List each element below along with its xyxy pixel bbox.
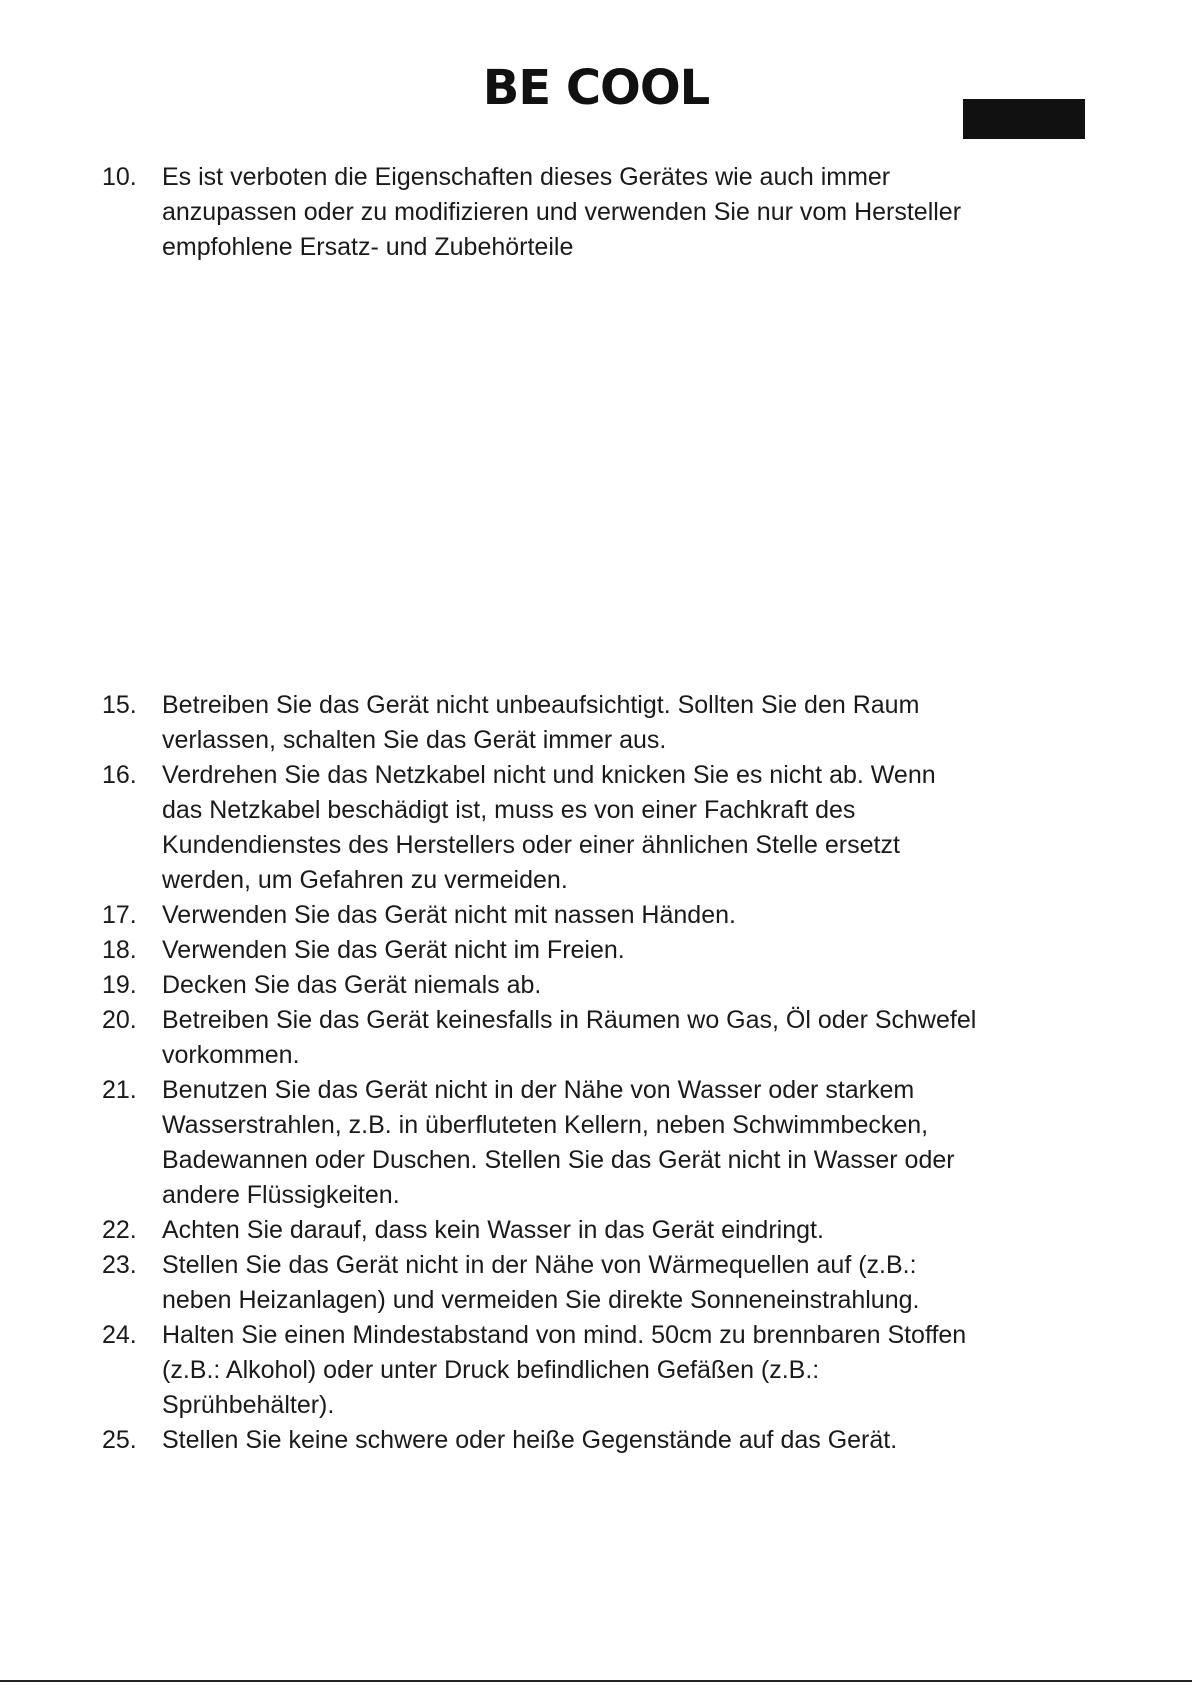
item-text-line: Betreiben Sie das Gerät keinesfalls in Räumen wo Gas, Öl oder Schwefel bbox=[162, 1006, 977, 1034]
item-text-line: vorkommen. bbox=[162, 1041, 300, 1069]
redaction-box bbox=[963, 99, 1085, 139]
item-number: 17. bbox=[102, 901, 137, 929]
item-text-line: Badewannen oder Duschen. Stellen Sie das Gerät nicht in Wasser oder bbox=[162, 1146, 955, 1174]
item-text-line: Kundendienstes des Herstellers oder einer ähnlichen Stelle ersetzt bbox=[162, 831, 900, 859]
list-item bbox=[102, 758, 1092, 898]
brand-logo: BE COOL bbox=[482, 60, 710, 116]
item-text-line: das Netzkabel beschädigt ist, muss es von einer Fachkraft des bbox=[162, 796, 856, 824]
list-item bbox=[102, 1213, 1092, 1248]
list-item bbox=[102, 1423, 1092, 1458]
item-number: 22. bbox=[102, 1216, 137, 1244]
item-number: 24. bbox=[102, 1321, 137, 1349]
item-text-line: anzupassen oder zu modifizieren und verwenden Sie nur vom Hersteller bbox=[162, 198, 962, 226]
item-text-line: neben Heizanlagen) und vermeiden Sie direkte Sonneneinstrahlung. bbox=[162, 1286, 920, 1314]
item-text-line: Verdrehen Sie das Netzkabel nicht und knicken Sie es nicht ab. Wenn bbox=[162, 761, 936, 789]
list-item bbox=[102, 1003, 1092, 1073]
item-text-line: verlassen, schalten Sie das Gerät immer aus. bbox=[162, 726, 667, 754]
instruction-list-bottom bbox=[102, 688, 1092, 1458]
item-text-line: (z.B.: Alkohol) oder unter Druck befindlichen Gefäßen (z.B.: bbox=[162, 1356, 820, 1384]
item-number: 18. bbox=[102, 936, 137, 964]
item-number: 10. bbox=[102, 163, 137, 191]
bottom-divider bbox=[0, 1680, 1192, 1682]
item-text-line: Betreiben Sie das Gerät nicht unbeaufsichtigt. Sollten Sie den Raum bbox=[162, 691, 920, 719]
list-item bbox=[102, 933, 1092, 968]
instruction-list-top bbox=[102, 160, 1092, 265]
item-text-line: Es ist verboten die Eigenschaften dieses Gerätes wie auch immer bbox=[162, 163, 891, 191]
list-item bbox=[102, 968, 1092, 1003]
item-text-line: andere Flüssigkeiten. bbox=[162, 1181, 400, 1209]
item-text-line: Benutzen Sie das Gerät nicht in der Nähe von Wasser oder starkem bbox=[162, 1076, 915, 1104]
list-item bbox=[102, 1248, 1092, 1318]
item-text-line: Verwenden Sie das Gerät nicht mit nassen Händen. bbox=[162, 901, 736, 929]
item-number: 20. bbox=[102, 1006, 137, 1034]
item-number: 16. bbox=[102, 761, 137, 789]
list-item bbox=[102, 1318, 1092, 1423]
item-text-line: Verwenden Sie das Gerät nicht im Freien. bbox=[162, 936, 625, 964]
list-item bbox=[102, 688, 1092, 758]
item-number: 25. bbox=[102, 1426, 137, 1454]
item-number: 23. bbox=[102, 1251, 137, 1279]
item-text-line: Decken Sie das Gerät niemals ab. bbox=[162, 971, 542, 999]
item-text-line: Stellen Sie keine schwere oder heiße Gegenstände auf das Gerät. bbox=[162, 1426, 898, 1454]
item-number: 19. bbox=[102, 971, 137, 999]
item-text-line: Stellen Sie das Gerät nicht in der Nähe von Wärmequellen auf (z.B.: bbox=[162, 1251, 917, 1279]
item-text-line: werden, um Gefahren zu vermeiden. bbox=[162, 866, 568, 894]
item-text-line: empfohlene Ersatz- und Zubehörteile bbox=[162, 233, 574, 261]
item-text-line: Halten Sie einen Mindestabstand von mind. 50cm zu brennbaren Stoffen bbox=[162, 1321, 967, 1349]
item-text-line: Achten Sie darauf, dass kein Wasser in das Gerät eindringt. bbox=[162, 1216, 824, 1244]
item-text-line: Wasserstrahlen, z.B. in überfluteten Kellern, neben Schwimmbecken, bbox=[162, 1111, 929, 1139]
list-item bbox=[102, 160, 1092, 265]
item-number: 15. bbox=[102, 691, 137, 719]
item-text-line: Sprühbehälter). bbox=[162, 1391, 335, 1419]
item-number: 21. bbox=[102, 1076, 137, 1104]
list-item bbox=[102, 898, 1092, 933]
list-item bbox=[102, 1073, 1092, 1213]
